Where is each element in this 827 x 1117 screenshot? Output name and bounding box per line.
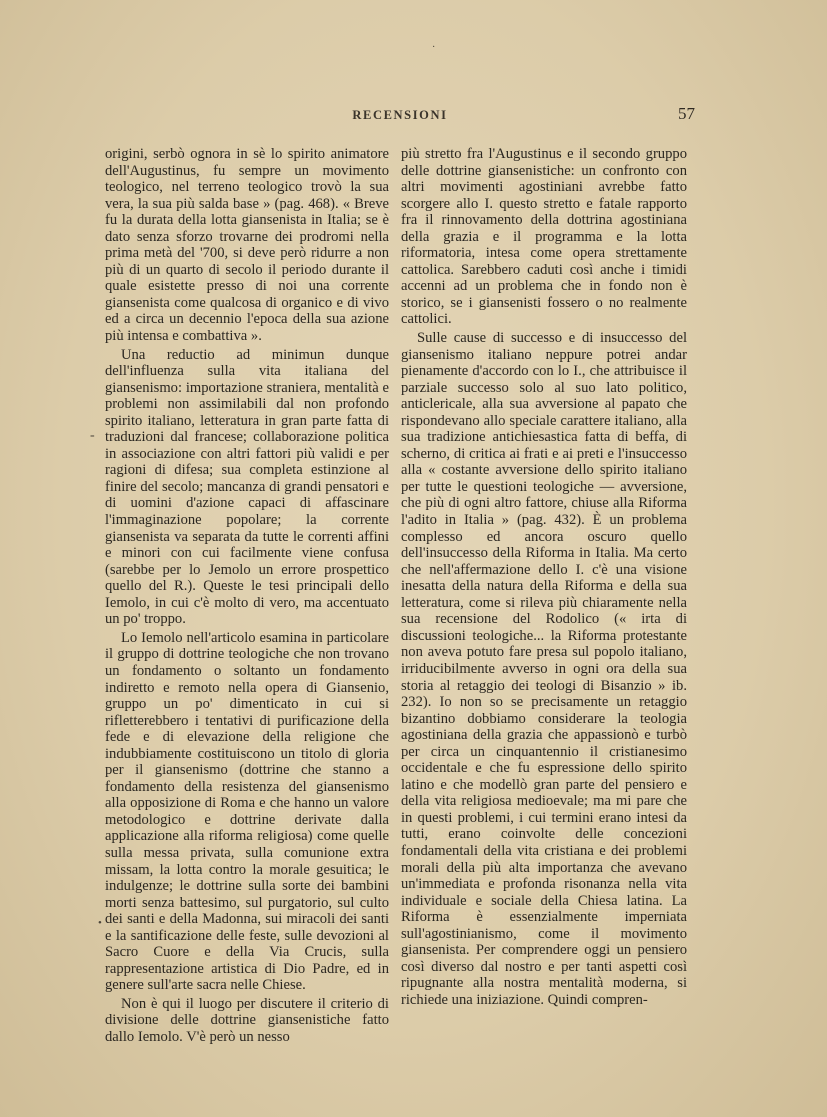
margin-dot-mark: •: [98, 917, 102, 929]
running-title: RECENSIONI: [352, 108, 448, 122]
paragraph: origini, serbò ognora in sè lo spirito animatore dell'Augustinus, fu sempre un movimento teologico, nel terreno teologico trovò la sua vera, la sua più salda base » (pag. 468). « Breve fu la durata della lotta giansenista in Italia; se è dato senza sforzo trovarne dei prodromi nella prima metà del '700, si deve però ridurre a non più di un quarto di secolo il periodo durante il quale esistette presso di noi una corrente giansenista come qualcosa di organico e di vivo ed a circa un decennio l'epoca della sua azione più intensa e combattiva ».: [105, 146, 389, 345]
running-head: [105, 106, 695, 130]
paragraph: più stretto fra l'Augustinus e il secondo gruppo delle dottrine giansenistiche: un confronto con altri movimenti agostiniani avrebbe fatto scorgere allo I. questo stretto e fatale rapporto fra il rinnovamento della dottrina agostiniana della grazia e il programma e la lotta riformatoria, intesa come opera strettamente cattolica. Sarebbero caduti così anche i timidi accenni ad un problema che in fondo non è storico, se i giansenisti fossero o no realmente cattolici.: [401, 146, 687, 328]
paragraph: Sulle cause di successo e di insuccesso del giansenismo italiano neppure potrei andar pienamente d'accordo con lo I., che attribuisce il parziale successo solo al suo lato politico, anticlericale, alla sua avversione al papato che rispondevano allo speciale carattere italiano, alla sua tradizione antichiesastica fatta di beffa, di scherno, di critica ai frati e ai preti e l'insuccesso alla « costante avversione dello spirito italiano per tutte le questioni teologiche — avversione, che più di ogni altro fattore, chiuse alla Riforma l'adito in Italia » (pag. 432). È un problema complesso ed ancora oscuro quello dell'insuccesso della Riforma in Italia. Ma certo che nell'affermazione dello I. c'è una visione inesatta della natura della Riforma e della sua letteratura, come si rileva più chiaramente nella sua recensione del Rodolico (« irta di discussioni teologiche... la Riforma protestante non aveva potuto fare presa sul popolo italiano, irriducibilmente avverso in ogni ora della sua storia al retaggio dei teologi di Bisanzio » ib. 232). Io non so se precisamente un retaggio bizantino dobbiamo considerare la teologia agostiniana della grazia che appassionò e turbò per circa un cinquantennio il cristianesimo occidentale e che fu espressione dello spirito latino e che modellò gran parte del pensiero e della vita religiosa medioevale; ma mi pare che in questi problemi, i cui termini erano intesi da tutti, erano coinvolte delle concezioni fondamentali della vita cristiana e dei problemi morali della più alta importanza che avevano un'immediata e profonda risonanza nella vita individuale e sociale della Chiesa latina. La Riforma è essenzialmente imperniata sull'agostinianismo, come il movimento giansenista. Per comprendere oggi un pensiero così diverso dal nostro e per tanti aspetti così ripugnante alla nostra mentalità moderna, si richiede una iniziazione. Quindi compren-: [401, 330, 687, 1008]
margin-dash-mark: -: [90, 428, 95, 443]
left-column: [105, 146, 389, 1046]
paragraph: Una reductio ad minimun dunque dell'influenza sulla vita italiana del giansenismo: importazione straniera, mentalità e problemi non assimilabili dal non profondo spirito italiano, letteratura in gran parte fatta di traduzioni dal francese; collaborazione politica in associazione con altri fattori più validi e per ragioni di difesa; sua completa estinzione al finire del secolo; mancanza di grandi pensatori e di uomini d'azione capaci di affascinare l'immaginazione popolare; la corrente giansenista va separata da tutte le correnti affini e minori con cui facilmente viene confusa (sarebbe per lo Jemolo un errore prospettico quello del R.). Queste le tesi principali dello Iemolo, in cui c'è molto di vero, ma accentuato un po' troppo.: [105, 346, 389, 628]
paragraph: Lo Iemolo nell'articolo esamina in particolare il gruppo di dottrine teologiche che non trovano un fondamento o soltanto un fondamento indiretto e remoto nella opera di Giansenio, gruppo un po' dimenticato in cui si rifletterebbero i tentativi di purificazione della fede e di elevazione della religione che indubbiamente costituiscono un titolo di gloria per il giansenismo (dottrine che stanno a fondamento della resistenza del giansenismo alla opposizione di Roma e che hanno un valore metodologico e dottrine derivate dalla applicazione alla riforma religiosa) come quelle sulla messa privata, sulla comunione extra missam, la lotta contro la morale gesuitica; le indulgenze; le dottrine sulla sorte dei bambini morti senza battesimo, sul purgatorio, sul culto dei santi e della Madonna, sui miracoli dei santi e la santificazione delle feste, sulle devozioni al Sacro Cuore e della Via Crucis, sulla rappresentazione artistica di Dio Padre, ed in genere sull'arte sacra nelle Chiese.: [105, 629, 389, 994]
ink-speck-mark: ·: [432, 42, 436, 53]
page-number: 57: [678, 104, 695, 123]
paragraph: Non è qui il luogo per discutere il criterio di divisione delle dottrine giansenistiche fatto dallo Iemolo. V'è però un nesso: [105, 995, 389, 1045]
right-column: [401, 146, 687, 1008]
